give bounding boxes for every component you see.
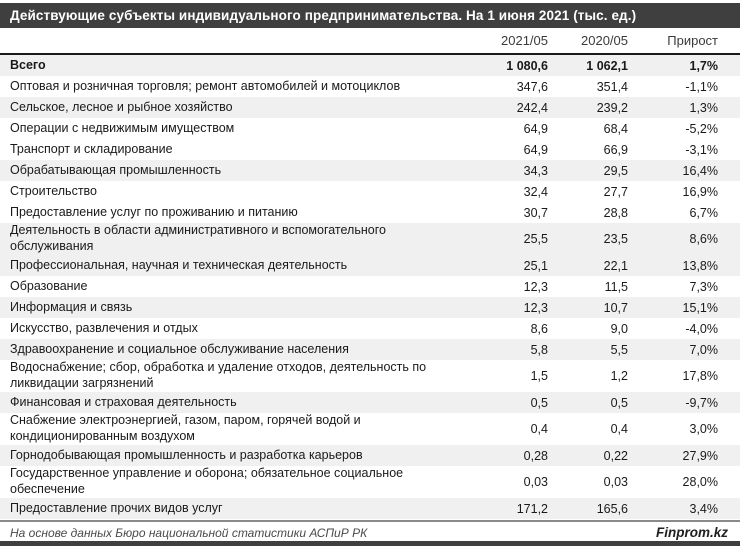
row-value-growth: 15,1%	[682, 300, 718, 315]
row-category-label: Предоставление услуг по проживанию и питанию	[10, 204, 298, 219]
table-body	[0, 55, 740, 519]
table-row	[0, 160, 740, 181]
row-value-2020: 1,2	[610, 369, 628, 383]
column-header-growth: Прирост	[667, 33, 718, 48]
row-value-growth: 16,9%	[682, 184, 718, 199]
row-category-label: Профессиональная, научная и техническая деятельность	[10, 257, 348, 272]
row-category-label: Искусство, развлечения и отдых	[10, 320, 198, 335]
row-category-label: Финансовая и страховая деятельность	[10, 394, 237, 409]
row-value-2020: 5,5	[610, 342, 628, 357]
row-category-label: Транспорт и складирование	[10, 141, 173, 156]
row-value-growth: 1,3%	[689, 100, 718, 115]
row-value-2021: 64,9	[523, 142, 548, 157]
row-category-label: Государственное управление и оборона; обязательное социальное обеспечение	[10, 466, 404, 496]
row-value-growth: 27,9%	[682, 448, 718, 463]
table-row	[0, 55, 740, 76]
data-source-note: На основе данных Бюро национальной статистики АСПиР РК	[10, 525, 368, 540]
row-value-growth: -9,7%	[685, 395, 718, 410]
row-value-growth: 28,0%	[682, 475, 718, 489]
row-value-2020: 10,7	[603, 300, 628, 315]
row-value-2020: 1 062,1	[586, 58, 628, 73]
row-category-label: Здравоохранение и социальное обслуживание населения	[10, 341, 349, 356]
footer	[0, 522, 740, 542]
table-row	[0, 360, 740, 392]
row-value-growth: -1,1%	[685, 79, 718, 94]
row-value-2021: 5,8	[530, 342, 548, 357]
row-value-growth: 1,7%	[689, 58, 718, 73]
row-value-2021: 347,6	[516, 79, 548, 94]
row-value-2020: 0,4	[610, 422, 628, 436]
row-value-2021: 242,4	[516, 100, 548, 115]
row-value-2021: 0,03	[523, 475, 548, 489]
row-value-2020: 23,5	[603, 232, 628, 246]
table-row	[0, 413, 740, 445]
row-value-2021: 0,5	[530, 395, 548, 410]
row-value-2021: 0,4	[530, 422, 548, 436]
row-value-2020: 66,9	[603, 142, 628, 157]
row-value-growth: 6,7%	[689, 205, 718, 220]
row-value-growth: 17,8%	[682, 369, 718, 383]
row-category-label: Водоснабжение; сбор, обработка и удаление отходов, деятельность по ликвидации загрязнений	[10, 360, 427, 390]
row-value-2020: 22,1	[603, 258, 628, 273]
column-header-row	[0, 28, 740, 55]
row-value-2021: 25,5	[523, 232, 548, 246]
column-header-2020: 2020/05	[581, 33, 628, 48]
row-value-growth: 16,4%	[682, 163, 718, 178]
row-value-2021: 1,5	[530, 369, 548, 383]
table-row	[0, 223, 740, 255]
row-category-label: Снабжение электроэнергией, газом, паром, горячей водой и кондиционированным воздухом	[10, 413, 361, 443]
row-value-2020: 239,2	[596, 100, 628, 115]
table-row	[0, 392, 740, 413]
table-row	[0, 466, 740, 498]
row-value-2021: 171,2	[516, 501, 548, 516]
row-value-2021: 64,9	[523, 121, 548, 136]
table-row	[0, 318, 740, 339]
row-value-2021: 0,28	[523, 448, 548, 463]
row-value-2021: 12,3	[523, 300, 548, 315]
row-value-growth: -4,0%	[685, 321, 718, 336]
brand-link[interactable]: Finprom.kz	[655, 525, 728, 540]
table-row	[0, 498, 740, 519]
row-value-2020: 0,03	[603, 475, 628, 489]
row-value-2020: 0,22	[603, 448, 628, 463]
row-category-label: Обрабатывающая промышленность	[10, 162, 222, 177]
row-value-2021: 32,4	[523, 184, 548, 199]
row-value-2020: 165,6	[596, 501, 628, 516]
row-category-label: Операции с недвижимым имуществом	[10, 120, 235, 135]
row-value-2021: 25,1	[523, 258, 548, 273]
row-value-growth: 8,6%	[689, 232, 718, 246]
column-header-2021: 2021/05	[501, 33, 548, 48]
row-category-label: Сельское, лесное и рыбное хозяйство	[10, 99, 233, 114]
row-value-2021: 30,7	[523, 205, 548, 220]
table-row	[0, 97, 740, 118]
row-value-growth: 3,0%	[689, 422, 718, 436]
table-row	[0, 297, 740, 318]
table-row	[0, 181, 740, 202]
table-row	[0, 445, 740, 466]
row-value-2020: 29,5	[603, 163, 628, 178]
row-value-2020: 68,4	[603, 121, 628, 136]
row-category-label: Строительство	[10, 183, 97, 198]
row-value-2020: 28,8	[603, 205, 628, 220]
page-title: Действующие субъекты индивидуального предпринимательства. На 1 июня 2021 (тыс. ед.)	[10, 8, 637, 23]
row-category-label: Оптовая и розничная торговля; ремонт автомобилей и мотоциклов	[10, 78, 401, 93]
table-row	[0, 118, 740, 139]
row-value-2020: 0,5	[610, 395, 628, 410]
row-value-growth: -5,2%	[685, 121, 718, 136]
row-value-2021: 8,6	[530, 321, 548, 336]
row-category-label: Горнодобывающая промышленность и разработка карьеров	[10, 447, 363, 462]
row-value-2020: 9,0	[610, 321, 628, 336]
table-row	[0, 255, 740, 276]
table-row	[0, 139, 740, 160]
row-value-2020: 27,7	[603, 184, 628, 199]
row-value-growth: -3,1%	[685, 142, 718, 157]
row-value-2020: 11,5	[604, 279, 628, 294]
row-category-label: Образование	[10, 278, 88, 293]
row-value-2021: 12,3	[523, 279, 548, 294]
row-category-label: Предоставление прочих видов услуг	[10, 500, 223, 515]
row-value-growth: 7,0%	[689, 342, 718, 357]
row-value-growth: 7,3%	[689, 279, 718, 294]
table-row	[0, 276, 740, 297]
table-title-bar	[0, 3, 740, 28]
row-category-label: Всего	[10, 57, 46, 72]
row-value-growth: 13,8%	[682, 258, 718, 273]
table-row	[0, 76, 740, 97]
row-category-label: Деятельность в области административного и вспомогательного обслуживания	[10, 223, 386, 253]
row-category-label: Информация и связь	[10, 299, 133, 314]
bottom-accent-bar	[0, 541, 740, 546]
table-row	[0, 202, 740, 223]
row-value-growth: 3,4%	[689, 501, 718, 516]
table-row	[0, 339, 740, 360]
row-value-2021: 1 080,6	[506, 58, 548, 73]
row-value-2020: 351,4	[596, 79, 628, 94]
row-value-2021: 34,3	[523, 163, 548, 178]
